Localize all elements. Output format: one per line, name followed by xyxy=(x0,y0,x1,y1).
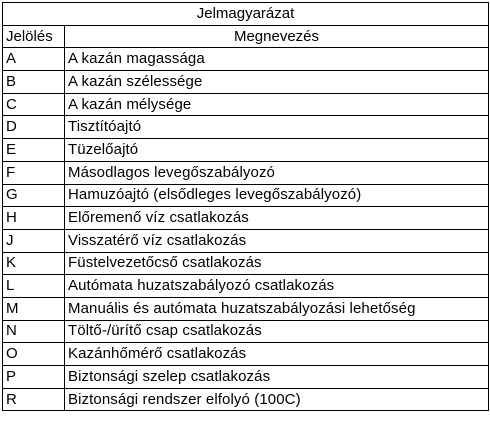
row-name: Hamuzóajtó (elsődleges levegőszabályozó) xyxy=(65,184,489,207)
row-code: A xyxy=(3,48,65,71)
table-row xyxy=(3,320,489,343)
row-name: Másodlagos levegőszabályozó xyxy=(65,161,489,184)
row-code: P xyxy=(3,366,65,389)
legend-table xyxy=(2,2,489,411)
row-code: C xyxy=(3,93,65,116)
table-row xyxy=(3,366,489,389)
row-code: O xyxy=(3,343,65,366)
row-name: Biztonsági szelep csatlakozás xyxy=(65,366,489,389)
table-row xyxy=(3,207,489,230)
table-row xyxy=(3,93,489,116)
row-code: G xyxy=(3,184,65,207)
row-name: A kazán magassága xyxy=(65,48,489,71)
row-name: Autómata huzatszabályozó csatlakozás xyxy=(65,275,489,298)
table-row xyxy=(3,297,489,320)
row-name: Manuális és autómata huzatszabályozási lehetőség xyxy=(65,297,489,320)
row-name: Előremenő víz csatlakozás xyxy=(65,207,489,230)
table-row xyxy=(3,116,489,139)
row-code: B xyxy=(3,71,65,94)
row-name: Tisztítóajtó xyxy=(65,116,489,139)
row-name: Kazánhőmérő csatlakozás xyxy=(65,343,489,366)
header-name: Megnevezés xyxy=(65,25,489,48)
row-code: L xyxy=(3,275,65,298)
row-name: A kazán mélysége xyxy=(65,93,489,116)
row-code: R xyxy=(3,388,65,411)
row-name: A kazán szélessége xyxy=(65,71,489,94)
table-row xyxy=(3,161,489,184)
row-code: H xyxy=(3,207,65,230)
row-code: N xyxy=(3,320,65,343)
row-code: K xyxy=(3,252,65,275)
row-code: J xyxy=(3,229,65,252)
table-row xyxy=(3,71,489,94)
table-row xyxy=(3,275,489,298)
table-row xyxy=(3,388,489,411)
row-name: Visszatérő víz csatlakozás xyxy=(65,229,489,252)
table-row xyxy=(3,184,489,207)
row-name: Füstelvezetőcső csatlakozás xyxy=(65,252,489,275)
header-code: Jelölés xyxy=(3,25,65,48)
row-code: E xyxy=(3,139,65,162)
table-title: Jelmagyarázat xyxy=(3,3,489,26)
table-row xyxy=(3,139,489,162)
table-row xyxy=(3,229,489,252)
row-name: Töltő-/ürítő csap csatlakozás xyxy=(65,320,489,343)
header-row xyxy=(3,25,489,48)
table-row xyxy=(3,343,489,366)
table-row xyxy=(3,48,489,71)
table-row xyxy=(3,252,489,275)
row-code: M xyxy=(3,297,65,320)
row-code: F xyxy=(3,161,65,184)
row-name: Tüzelőajtó xyxy=(65,139,489,162)
row-name: Biztonsági rendszer elfolyó (100C) xyxy=(65,388,489,411)
row-code: D xyxy=(3,116,65,139)
title-row xyxy=(3,3,489,26)
